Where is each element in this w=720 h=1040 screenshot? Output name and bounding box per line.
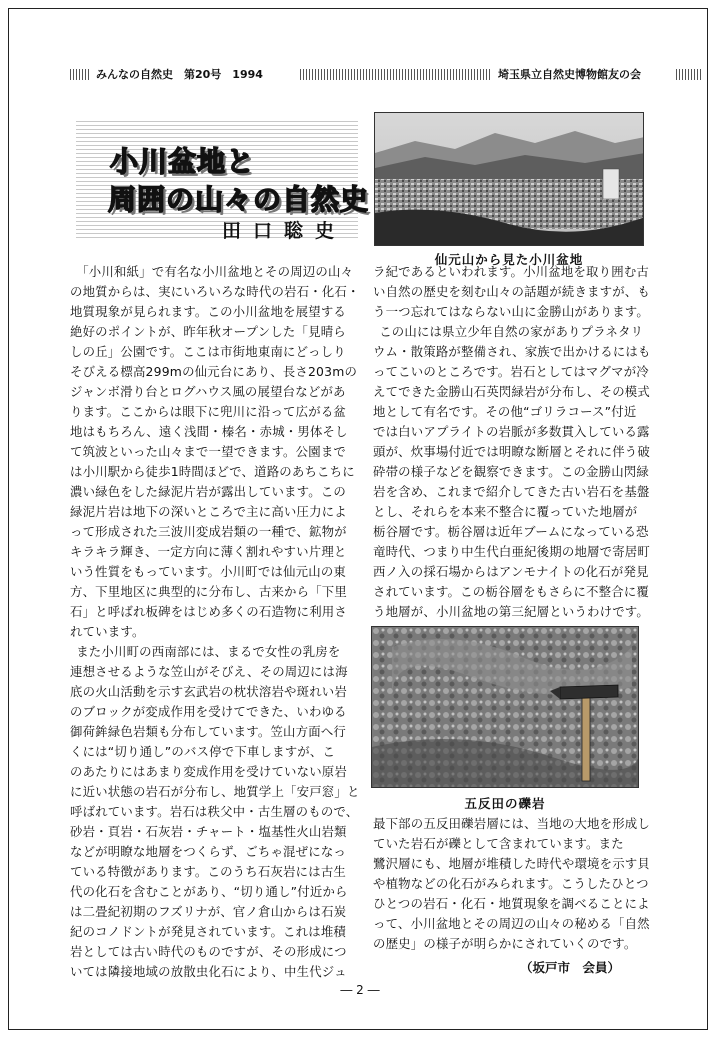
photo-gotanda-conglomerate (371, 626, 639, 788)
header-hatch-right (676, 69, 702, 80)
right-paragraph-3: 最下部の五反田礫岩層には、当地の大地を形成し ていた岩石が礫として含まれています。また 鷺沢層にも、地層が堆積した時代や環境を示す貝 や植物などの化石がみられます。こうしたひとつ ひとつの岩石・化石・地質現象を調べることによ って、小川盆地とその周辺の山々の秘める「自然 の歴史」の様子が明らかにされていくのです。 (373, 816, 650, 951)
article-title-line2: 周囲の山々の自然史 (108, 183, 370, 216)
right-paragraph-1: ラ紀であるといわれます。小川盆地を取り囲む古 い自然の歴史を刻む山々の話題が続きますが、も う一つ忘れてはならない山に金勝山があります。 (373, 264, 650, 319)
photo-ogawa-basin (374, 112, 644, 246)
header-hatch-left (70, 69, 90, 80)
town-aerial-photo-icon (375, 113, 644, 246)
left-paragraph-1: 「小川和紙」で有名な小川盆地とその周辺の山々 の地質からは、実にいろいろな時代の岩石・化石・ 地質現象が見られます。この小川盆地を展望する 絶好のポイントが、昨年秋オープンした「見晴ら しの丘」公園です。ここは市街地東南にどっしり そびえる標高299mの仙元台にあり、長さ203mの ジャンボ滑り台とログハウス風の展望台などがあ ります。ここからは眼下に兜川に沿って広がる盆 地はもちろん、遠く浅間・榛名・赤城・男体そし て筑波といった山々まで一望できます。公園まで は小川駅から徒歩1時間ほどで、道路のあちこちに 濃い緑色をした緑泥片岩が露出しています。この 緑泥片岩は地下の深いところで主に高い圧力によ って形成された三波川変成岩類の一種で、鉱物が キラキラ輝き、一定方向に薄く割れやすい片理と いう性質をもっています。小川町では仙元山の東 方、下里地区に典型的に分布し、古来から「下里 石」と呼ばれ板碑をはじめ多くの石造物に利用さ れています。 (70, 264, 360, 639)
header-hatch-middle (300, 69, 492, 80)
right-column-upper (373, 262, 663, 622)
page-number: ― 2 ― (340, 983, 380, 997)
photo1-caption: 仙元山から見た小川盆地 (434, 252, 584, 267)
conglomerate-rock-photo-icon (372, 627, 639, 788)
article-title-line1: 小川盆地と (110, 145, 256, 178)
header-right-text: 埼玉県立自然史博物館友の会 (498, 68, 641, 81)
left-column (70, 262, 360, 982)
left-paragraph-2: また小川町の西南部には、まるで女性の乳房を 連想させるような笠山がそびえ、その周辺には海 底の火山活動を示す玄武岩の枕状溶岩や斑れい岩 のブロックが変成作用を受けてできた、いわゆる 御荷鉾緑色岩類も分布しています。笠山方面へ行 くには“切り通し”のバス停で下車しますが、こ のあたりにはあまり変成作用を受けていない原岩 に近い状態の岩石が分布し、地質学上「安戸窓」と 呼ばれています。岩石は秩父中・古生層のもので、 砂岩・頁岩・石灰岩・チャート・塩基性火山岩類 などが明瞭な地層をつくらず、ごちゃ混ぜになっ ている特徴があります。このうち石灰岩には古生 代の化石を含むことがあり、“切り通し”付近から は二畳紀初期のフズリナが、官ノ倉山からは石炭 紀のコノドントが発見されています。これは堆積 岩としては古い時代のものですが、その形成につ いては隣接地域の放散虫化石により、中生代ジュ (70, 644, 360, 979)
right-paragraph-2: この山には県立少年自然の家がありプラネタリ ウム・散策路が整備され、家族で出かけるにはも ってこいのところです。岩石としてはマグマが冷 えてできた金勝山石英閃緑岩が分布し、その模式 地として有名です。その他“ゴリラコース”付近 では白いアプライトの岩脈が多数貫入している露 頭が、炊事場付近では明瞭な断層とそれに伴う破 砕帯の様子などを観察できます。この金勝山閃緑 岩を含め、これまで紹介してきた古い岩石を基盤 とし、それらを本来不整合に覆っていた地層が 栃谷層です。栃谷層は近年ブームになっている恐 竜時代、つまり中生代白亜紀後期の地層で寄居町 西ノ入の採石場からはアンモナイトの化石が発見 されています。この栃谷層をもさらに不整合に覆 う地層が、小川盆地の第三紀層というわけです。 (373, 324, 651, 619)
article-author: 田口聡史 (222, 220, 347, 242)
author-signature: （坂戸市 会員） (520, 960, 621, 975)
header-left-text: みんなの自然史 第20号 1994 (96, 68, 263, 81)
photo2-caption: 五反田の礫岩 (464, 796, 546, 811)
right-column-lower (373, 814, 663, 954)
